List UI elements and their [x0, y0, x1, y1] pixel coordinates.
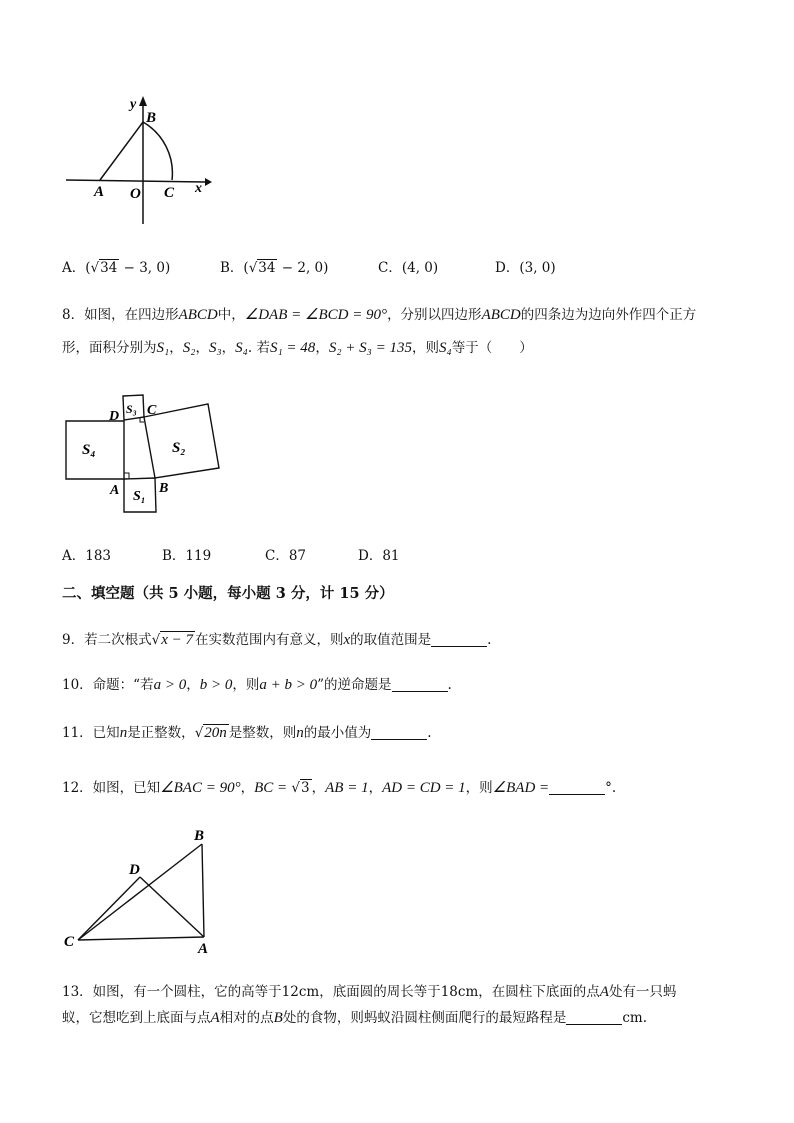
q8-option-d[interactable]: D．81 [358, 548, 400, 564]
q11: 11．已知n是正整数，√20n 是整数，则n的最小值为 . [62, 725, 432, 741]
x-axis-label: x [195, 181, 202, 196]
q8-option-b[interactable]: B．119 [162, 548, 212, 564]
label-c: C [147, 403, 157, 418]
x-axis [66, 180, 205, 182]
label-c: C [64, 934, 75, 950]
q7-option-a[interactable]: A．(√34 − 3, 0) [62, 260, 171, 276]
q7-option-c[interactable]: C．(4, 0) [378, 260, 439, 276]
label-a: A [198, 941, 209, 957]
point-c-label: C [164, 185, 175, 201]
q8-option-a[interactable]: A．183 [62, 548, 112, 564]
q12-figure [60, 822, 220, 957]
point-b-label: B [146, 110, 157, 126]
q10: 10．命题：“若a > 0，b > 0，则a + b > 0”的逆命题是 . [62, 677, 452, 693]
y-axis-arrow-icon [139, 96, 147, 106]
q8-line-1: 8．如图，在四边形ABCD中，∠DAB = ∠BCD = 90°，分别以四边形ABCD的四条边为边向外作四个正方 [62, 307, 697, 323]
q9: 9．若二次根式√x − 7 在实数范围内有意义，则x的取值范围是 . [62, 632, 492, 648]
label-d: D [109, 409, 120, 424]
label-s2: S₂ [172, 440, 186, 456]
segment-ab [100, 122, 143, 180]
q13-answer-blank[interactable] [566, 1010, 622, 1025]
segment-da [140, 877, 204, 937]
x-axis-arrow-icon [205, 178, 212, 186]
arc-bc [143, 122, 172, 180]
q12: 12．如图，已知∠BAC = 90°，BC = √3 ，AB = 1，AD = CD = 1，则∠BAD = °. [62, 780, 617, 796]
q8-line-2: 形，面积分别为S₁，S₂，S₃，S₄. 若S₁ = 48，S₂ + S₃ = 135，则S₄等于（ ） [62, 340, 533, 356]
q13-line-2: 蚁，它想吃到上底面与点A相对的点B处的食物，则蚂蚁沿圆柱侧面爬行的最短路程是 cm. [62, 1010, 647, 1026]
q10-answer-blank[interactable] [392, 677, 448, 692]
section-2-heading: 二、填空题（共 5 小题，每小题 3 分，计 15 分） [62, 585, 394, 602]
segment-cb [78, 844, 202, 940]
q11-answer-blank[interactable] [371, 725, 427, 740]
label-a: A [110, 483, 120, 498]
segment-ba [202, 844, 204, 937]
q13-line-1: 13．如图，有一个圆柱，它的高等于12cm，底面圆的周长等于18cm，在圆柱下底面的点A处有一只蚂 [62, 984, 677, 1000]
point-a-label: A [94, 184, 105, 200]
q9-answer-blank[interactable] [431, 632, 487, 647]
right-angle-mark-a [124, 473, 129, 479]
q7-option-b[interactable]: B．(√34 − 2, 0) [220, 260, 329, 276]
label-d: D [129, 862, 140, 878]
label-b: B [159, 481, 169, 496]
q7-option-d[interactable]: D．(3, 0) [495, 260, 556, 276]
q7-figure [60, 90, 220, 230]
label-s1: S₁ [133, 489, 146, 504]
q8-figure [60, 390, 230, 520]
label-b: B [194, 828, 205, 844]
segment-ca [78, 937, 204, 940]
origin-label: O [130, 186, 141, 202]
segment-cd [78, 877, 140, 940]
q12-answer-blank[interactable] [549, 780, 605, 795]
label-s4: S₄ [82, 442, 96, 458]
q8-option-c[interactable]: C．87 [265, 548, 307, 564]
label-s3: S₃ [126, 402, 137, 416]
y-axis-label: y [130, 97, 137, 112]
